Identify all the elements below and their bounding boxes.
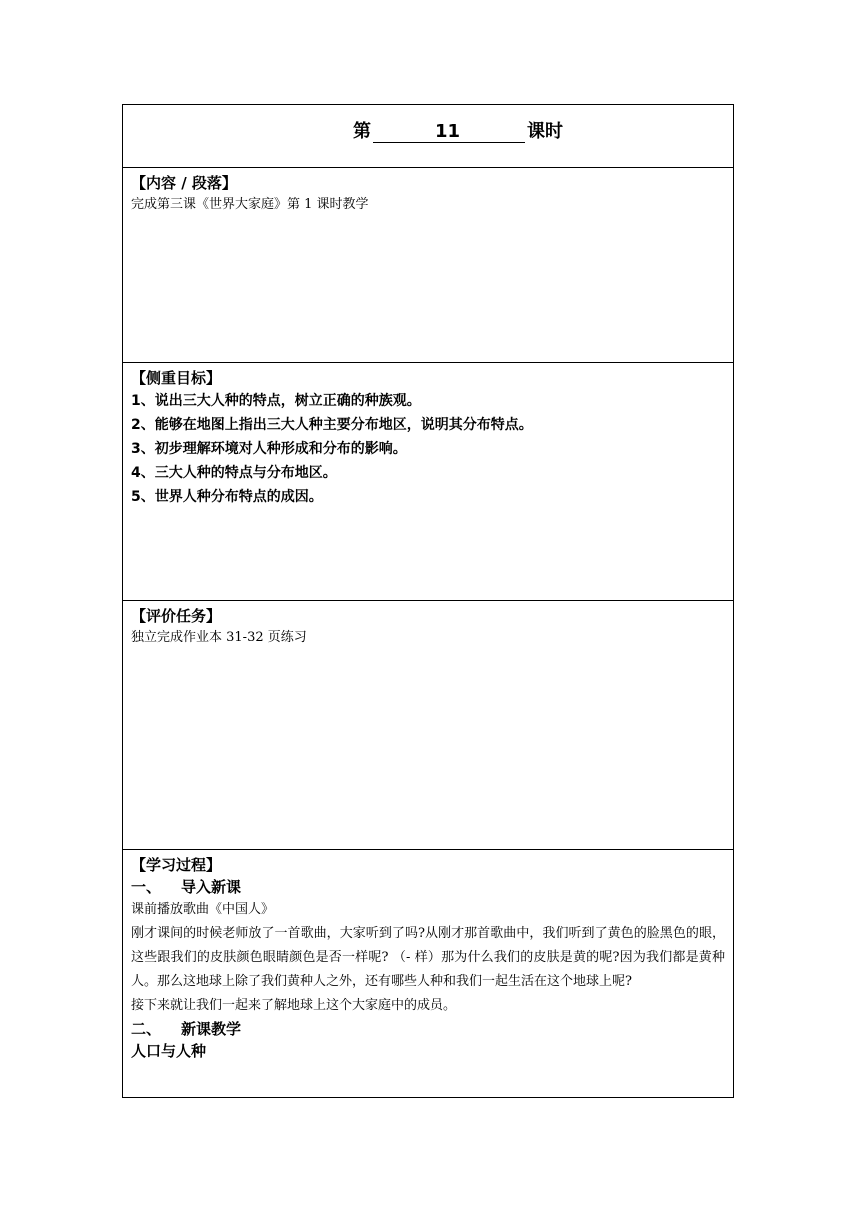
goal-item: 3、初步理解环境对人种形成和分布的影响。 <box>131 441 407 457</box>
section-1-title: 导入新课 <box>181 878 242 896</box>
evaluation-heading: 【评价任务】 <box>131 607 222 625</box>
goal-item: 5、世界人种分布特点的成因。 <box>131 489 323 505</box>
lesson-plan-table <box>122 104 734 1098</box>
section-1-heading <box>131 876 725 898</box>
lesson-title <box>353 117 563 143</box>
evaluation-text: 独立完成作业本 31-32 页练习 <box>131 630 307 645</box>
lesson-title-suffix: 课时 <box>527 121 563 142</box>
goal-item: 4、三大人种的特点与分布地区。 <box>131 465 337 481</box>
section-1-number: 一、 <box>131 878 162 896</box>
section-2-title: 新课教学 <box>181 1020 242 1038</box>
section-2-number: 二、 <box>131 1020 162 1038</box>
process-paragraph-1: 刚才课间的时候老师放了一首歌曲，大家听到了吗?从刚才那首歌曲中，我们听到了黄色的脸黑色的眼，这些跟我们的皮肤颜色眼睛颜色是否一样呢? （- 样）那为什么我们的皮肤是黄的呢?因为我们都是黄种人。那么这地球上除了我们黄种人之外，还有哪些人种和我们一起生活在这个地球上呢? <box>131 926 725 989</box>
lesson-number: 11 <box>373 121 525 143</box>
section-2-heading <box>131 1018 725 1040</box>
content-section <box>123 167 733 362</box>
lesson-title-prefix: 第 <box>353 121 371 142</box>
goal-item: 1、说出三大人种的特点，树立正确的种族观。 <box>131 393 421 409</box>
goals-heading: 【侧重目标】 <box>131 369 222 387</box>
content-heading: 【内容 / 段落】 <box>131 174 237 192</box>
goal-item: 2、能够在地图上指出三大人种主要分布地区，说明其分布特点。 <box>131 417 533 433</box>
goals-section <box>123 362 733 600</box>
evaluation-section <box>123 600 733 849</box>
process-section <box>123 849 733 1097</box>
process-subtitle: 人口与人种 <box>131 1042 207 1060</box>
process-heading: 【学习过程】 <box>131 856 222 874</box>
process-paragraph-2: 接下来就让我们一起来了解地球上这个大家庭中的成员。 <box>131 998 457 1013</box>
lesson-title-row <box>123 105 733 167</box>
process-line-1: 课前播放歌曲《中国人》 <box>131 902 275 917</box>
content-text: 完成第三课《世界大家庭》第 1 课时教学 <box>131 197 369 212</box>
